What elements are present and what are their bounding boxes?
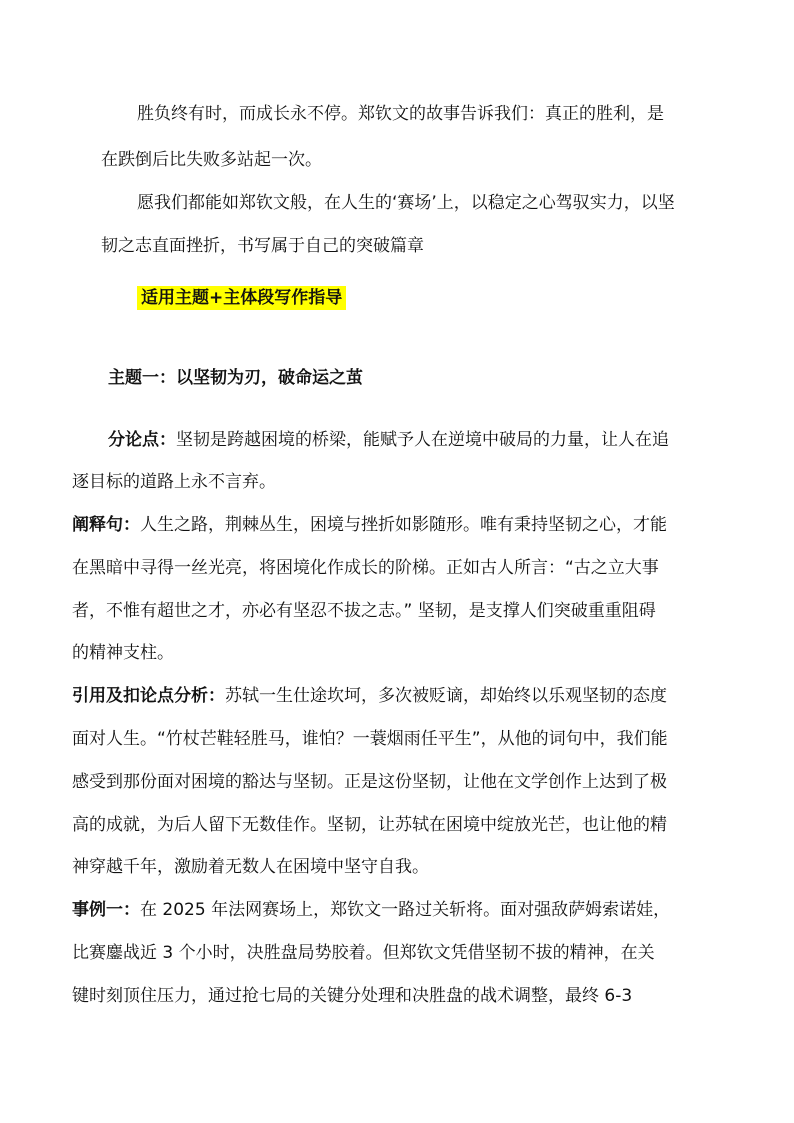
closing-para2-line1: 愿我们都能如郑钦文般，在人生的‘赛场’上，以稳定之心驾驭实力，以坚 (137, 193, 675, 213)
example-line3: 键时刻顶住压力，通过抢七局的关键分处理和决胜盘的战术调整，最终 6-3 (72, 986, 633, 1006)
explanation-line2: 在黑暗中寻得一丝光亮，将困境化作成长的阶梯。正如古人所言：“古之立大事 (72, 558, 659, 578)
example-text1: 在 2025 年法网赛场上，郑钦文一路过关斩将。面对强敌萨姆索诺娃， (140, 900, 671, 920)
explanation-line1 (72, 513, 667, 537)
quote-analysis-line4: 高的成就，为后人留下无数佳作。坚韧，让苏轼在困境中绽放光芒，也让他的精 (72, 815, 667, 835)
closing-para1-line1: 胜负终有时，而成长永不停。郑钦文的故事告诉我们：真正的胜利，是 (137, 104, 664, 124)
subpoint-line2: 逐目标的道路上永不言弃。 (72, 472, 276, 492)
explanation-line3: 者，不惟有超世之才，亦必有坚忍不拔之志。” 坚韧，是支撑人们突破重重阻碍 (72, 601, 656, 621)
example-line1 (72, 898, 670, 922)
quote-analysis-line3: 感受到那份面对困境的豁达与坚韧。正是这份坚韧，让他在文学创作上达到了极 (72, 772, 667, 792)
quote-analysis-text1: 苏轼一生仕途坎坷，多次被贬谪，却始终以乐观坚韧的态度 (225, 686, 667, 706)
subpoint-label: 分论点： (108, 430, 176, 450)
explanation-text1: 人生之路，荆棘丛生，困境与挫折如影随形。唯有秉持坚韧之心，才能 (140, 515, 667, 535)
quote-analysis-label: 引用及扣论点分析： (72, 686, 225, 706)
quote-analysis-line2: 面对人生。“竹杖芒鞋轻胜马，谁怕？一蓑烟雨任平生”，从他的词句中，我们能 (72, 729, 668, 749)
quote-analysis-line1 (72, 684, 667, 708)
guide-heading-highlight: 适用主题+主体段写作指导 (137, 286, 346, 310)
quote-analysis-line5: 神穿越千年，激励着无数人在困境中坚守自我。 (72, 857, 429, 877)
guide-heading (137, 286, 346, 310)
theme-title: 主题一：以坚韧为刃，破命运之茧 (108, 368, 363, 388)
subpoint-line1 (108, 428, 669, 452)
example-line2: 比赛鏖战近 3 个小时，决胜盘局势胶着。但郑钦文凭借坚韧不拔的精神，在关 (72, 943, 655, 963)
subpoint-text1: 坚韧是跨越困境的桥梁，能赋予人在逆境中破局的力量，让人在追 (176, 430, 669, 450)
closing-para1-line2: 在跌倒后比失败多站起一次。 (101, 150, 322, 170)
explanation-label: 阐释句： (72, 515, 140, 535)
example-label: 事例一： (72, 900, 140, 920)
explanation-line4: 的精神支柱。 (72, 643, 174, 663)
closing-para2-line2: 韧之志直面挫折，书写属于自己的突破篇章 (101, 236, 424, 256)
